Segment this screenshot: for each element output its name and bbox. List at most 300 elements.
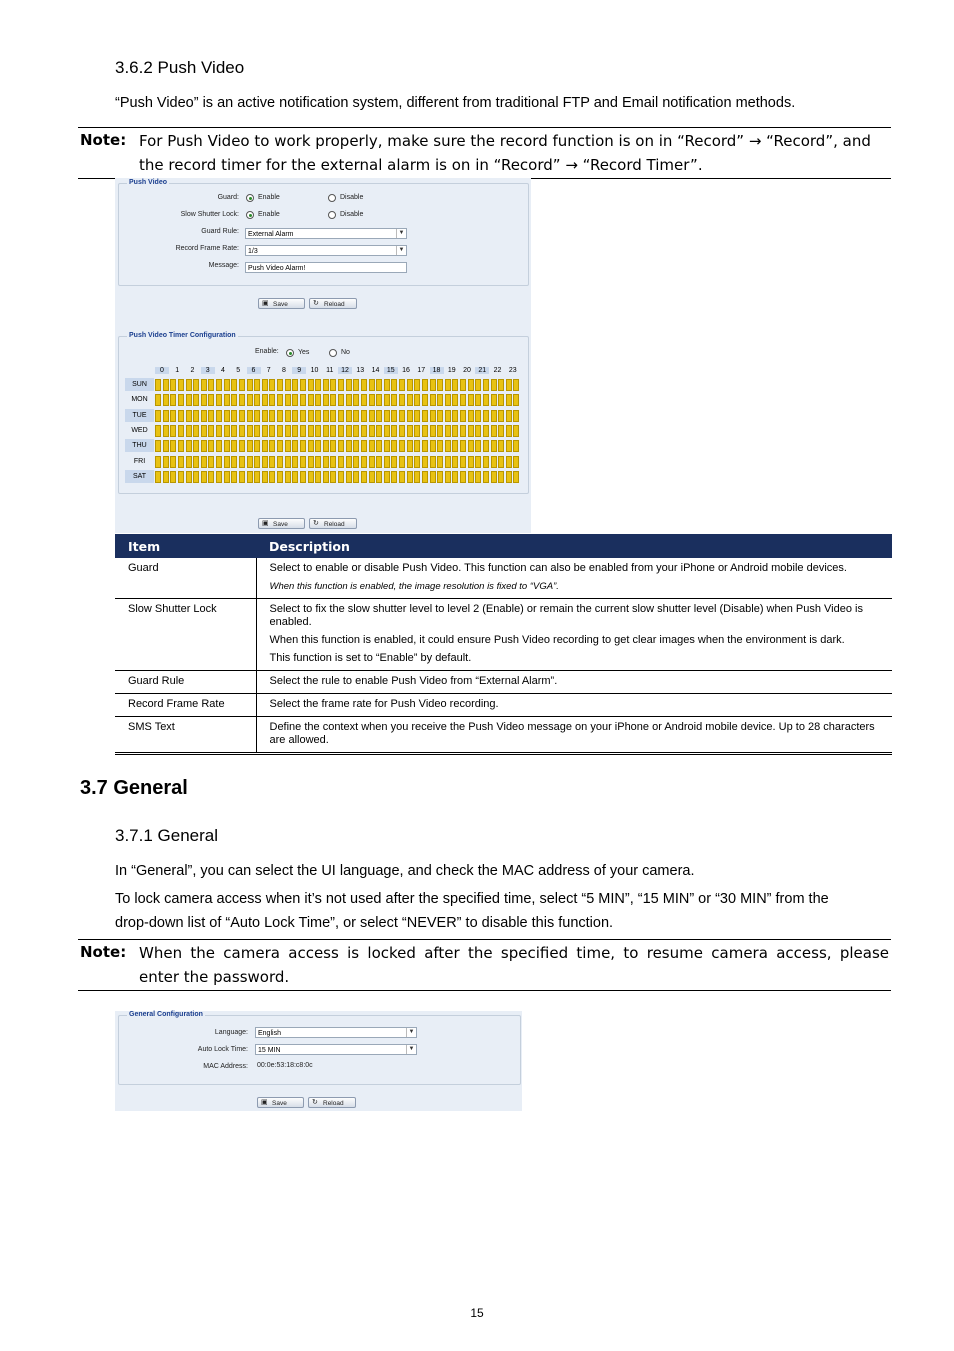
guard-rule-select[interactable]: [245, 228, 407, 239]
timer-slot-cell[interactable]: [231, 410, 237, 422]
timer-slot-cell[interactable]: [391, 440, 397, 452]
timer-slot-cell[interactable]: [323, 394, 329, 406]
timer-slot-cell[interactable]: [155, 379, 161, 391]
timer-slot-cell[interactable]: [338, 394, 344, 406]
timer-slot-cell[interactable]: [369, 471, 375, 483]
timer-slot-cell[interactable]: [178, 440, 184, 452]
timer-slot-cell[interactable]: [445, 425, 451, 437]
timer-slot-cell[interactable]: [262, 440, 268, 452]
timer-slot-cell[interactable]: [323, 379, 329, 391]
timer-slot-cell[interactable]: [498, 440, 504, 452]
timer-slot-cell[interactable]: [170, 410, 176, 422]
timer-slot-cell[interactable]: [430, 379, 436, 391]
timer-slot-cell[interactable]: [155, 471, 161, 483]
timer-slot-cell[interactable]: [460, 471, 466, 483]
timer-slot-cell[interactable]: [460, 425, 466, 437]
timer-slot-cell[interactable]: [369, 456, 375, 468]
timer-slot-cell[interactable]: [437, 394, 443, 406]
timer-slot-cell[interactable]: [224, 440, 230, 452]
timer-slot-cell[interactable]: [163, 394, 169, 406]
timer-slot-cell[interactable]: [193, 471, 199, 483]
timer-slot-cell[interactable]: [369, 410, 375, 422]
timer-slot-cell[interactable]: [216, 410, 222, 422]
timer-slot-cell[interactable]: [208, 379, 214, 391]
timer-slot-cell[interactable]: [330, 394, 336, 406]
timer-slot-cell[interactable]: [346, 394, 352, 406]
timer-slot-cell[interactable]: [300, 394, 306, 406]
timer-slot-cell[interactable]: [468, 440, 474, 452]
timer-slot-cell[interactable]: [285, 471, 291, 483]
guard-enable-radio[interactable]: [246, 194, 254, 202]
timer-slot-cell[interactable]: [437, 440, 443, 452]
timer-slot-cell[interactable]: [437, 410, 443, 422]
timer-slot-cell[interactable]: [338, 456, 344, 468]
timer-enable-no-radio[interactable]: [329, 349, 337, 357]
timer-slot-cell[interactable]: [452, 471, 458, 483]
timer-slot-cell[interactable]: [155, 456, 161, 468]
timer-slot-cell[interactable]: [399, 471, 405, 483]
timer-slot-cell[interactable]: [399, 425, 405, 437]
timer-slot-cell[interactable]: [513, 440, 519, 452]
timer-slot-cell[interactable]: [239, 456, 245, 468]
timer-slot-cell[interactable]: [186, 440, 192, 452]
timer-slot-cell[interactable]: [399, 410, 405, 422]
timer-slot-cell[interactable]: [460, 440, 466, 452]
timer-slot-cell[interactable]: [163, 410, 169, 422]
timer-slot-cell[interactable]: [201, 410, 207, 422]
timer-slot-cell[interactable]: [483, 471, 489, 483]
timer-slot-cell[interactable]: [155, 394, 161, 406]
timer-slot-cell[interactable]: [483, 410, 489, 422]
timer-slot-cell[interactable]: [376, 410, 382, 422]
timer-slot-cell[interactable]: [513, 425, 519, 437]
timer-slot-cell[interactable]: [498, 410, 504, 422]
timer-slot-cell[interactable]: [346, 471, 352, 483]
timer-slot-cell[interactable]: [407, 379, 413, 391]
timer-slot-cell[interactable]: [201, 456, 207, 468]
timer-slot-cell[interactable]: [269, 394, 275, 406]
timer-slot-cell[interactable]: [254, 379, 260, 391]
timer-slot-cell[interactable]: [452, 425, 458, 437]
timer-slot-cell[interactable]: [186, 410, 192, 422]
timer-slot-cell[interactable]: [468, 410, 474, 422]
timer-slot-cell[interactable]: [437, 471, 443, 483]
timer-slot-cell[interactable]: [483, 379, 489, 391]
timer-slot-cell[interactable]: [353, 394, 359, 406]
timer-slot-cell[interactable]: [376, 440, 382, 452]
timer-slot-cell[interactable]: [483, 440, 489, 452]
timer-slot-cell[interactable]: [338, 379, 344, 391]
timer-slot-cell[interactable]: [483, 456, 489, 468]
timer-slot-cell[interactable]: [422, 394, 428, 406]
timer-slot-cell[interactable]: [475, 410, 481, 422]
timer-slot-cell[interactable]: [269, 471, 275, 483]
timer-slot-cell[interactable]: [315, 394, 321, 406]
timer-slot-cell[interactable]: [338, 425, 344, 437]
timer-slot-cell[interactable]: [269, 456, 275, 468]
timer-slot-cell[interactable]: [254, 394, 260, 406]
timer-slot-cell[interactable]: [163, 379, 169, 391]
timer-slot-cell[interactable]: [208, 425, 214, 437]
timer-slot-cell[interactable]: [247, 440, 253, 452]
timer-slot-cell[interactable]: [460, 379, 466, 391]
timer-slot-cell[interactable]: [224, 410, 230, 422]
timer-slot-cell[interactable]: [186, 394, 192, 406]
timer-slot-cell[interactable]: [399, 456, 405, 468]
timer-slot-cell[interactable]: [239, 471, 245, 483]
timer-slot-cell[interactable]: [308, 379, 314, 391]
timer-slot-cell[interactable]: [346, 456, 352, 468]
timer-slot-cell[interactable]: [468, 456, 474, 468]
timer-slot-cell[interactable]: [216, 456, 222, 468]
timer-slot-cell[interactable]: [178, 379, 184, 391]
timer-slot-cell[interactable]: [247, 471, 253, 483]
timer-slot-cell[interactable]: [414, 456, 420, 468]
timer-slot-cell[interactable]: [201, 440, 207, 452]
timer-slot-cell[interactable]: [445, 471, 451, 483]
timer-slot-cell[interactable]: [475, 379, 481, 391]
timer-slot-cell[interactable]: [323, 425, 329, 437]
timer-slot-cell[interactable]: [231, 456, 237, 468]
timer-slot-cell[interactable]: [353, 440, 359, 452]
timer-slot-cell[interactable]: [292, 379, 298, 391]
timer-slot-cell[interactable]: [376, 394, 382, 406]
timer-slot-cell[interactable]: [300, 425, 306, 437]
timer-slot-cell[interactable]: [254, 425, 260, 437]
timer-slot-cell[interactable]: [468, 379, 474, 391]
timer-slot-cell[interactable]: [384, 410, 390, 422]
timer-slot-cell[interactable]: [170, 425, 176, 437]
timer-slot-cell[interactable]: [323, 471, 329, 483]
timer-slot-cell[interactable]: [430, 394, 436, 406]
timer-slot-cell[interactable]: [330, 410, 336, 422]
timer-slot-cell[interactable]: [285, 394, 291, 406]
timer-slot-cell[interactable]: [422, 410, 428, 422]
timer-slot-cell[interactable]: [247, 410, 253, 422]
timer-slot-cell[interactable]: [407, 394, 413, 406]
timer-slot-cell[interactable]: [338, 410, 344, 422]
timer-slot-cell[interactable]: [315, 379, 321, 391]
timer-slot-cell[interactable]: [308, 425, 314, 437]
timer-slot-cell[interactable]: [262, 379, 268, 391]
timer-slot-cell[interactable]: [300, 379, 306, 391]
timer-slot-cell[interactable]: [391, 410, 397, 422]
timer-slot-cell[interactable]: [399, 394, 405, 406]
timer-slot-cell[interactable]: [292, 471, 298, 483]
timer-slot-cell[interactable]: [254, 456, 260, 468]
timer-slot-cell[interactable]: [353, 379, 359, 391]
timer-slot-cell[interactable]: [300, 456, 306, 468]
timer-reload-button[interactable]: [309, 518, 357, 529]
timer-slot-cell[interactable]: [361, 379, 367, 391]
timer-slot-cell[interactable]: [422, 440, 428, 452]
timer-slot-cell[interactable]: [369, 394, 375, 406]
timer-slot-cell[interactable]: [193, 440, 199, 452]
timer-slot-cell[interactable]: [391, 394, 397, 406]
timer-slot-cell[interactable]: [216, 440, 222, 452]
timer-slot-cell[interactable]: [422, 379, 428, 391]
timer-slot-cell[interactable]: [300, 410, 306, 422]
timer-slot-cell[interactable]: [452, 379, 458, 391]
timer-slot-cell[interactable]: [384, 394, 390, 406]
timer-slot-cell[interactable]: [491, 379, 497, 391]
timer-slot-cell[interactable]: [285, 410, 291, 422]
timer-slot-cell[interactable]: [292, 456, 298, 468]
timer-slot-cell[interactable]: [445, 440, 451, 452]
timer-slot-cell[interactable]: [262, 410, 268, 422]
timer-slot-cell[interactable]: [186, 379, 192, 391]
timer-slot-cell[interactable]: [254, 410, 260, 422]
timer-slot-cell[interactable]: [391, 425, 397, 437]
timer-slot-cell[interactable]: [445, 379, 451, 391]
timer-slot-cell[interactable]: [239, 394, 245, 406]
timer-slot-cell[interactable]: [262, 425, 268, 437]
timer-slot-cell[interactable]: [178, 394, 184, 406]
save-button[interactable]: [258, 298, 305, 309]
reload-button[interactable]: [309, 298, 357, 309]
timer-slot-cell[interactable]: [163, 425, 169, 437]
timer-slot-cell[interactable]: [376, 471, 382, 483]
timer-slot-cell[interactable]: [216, 471, 222, 483]
timer-slot-cell[interactable]: [369, 440, 375, 452]
timer-slot-cell[interactable]: [201, 379, 207, 391]
timer-slot-cell[interactable]: [513, 410, 519, 422]
timer-slot-cell[interactable]: [216, 425, 222, 437]
timer-slot-cell[interactable]: [231, 394, 237, 406]
timer-slot-cell[interactable]: [452, 456, 458, 468]
timer-slot-cell[interactable]: [414, 440, 420, 452]
timer-slot-cell[interactable]: [178, 471, 184, 483]
timer-slot-cell[interactable]: [269, 425, 275, 437]
timer-slot-cell[interactable]: [414, 471, 420, 483]
timer-slot-cell[interactable]: [491, 410, 497, 422]
timer-slot-cell[interactable]: [163, 456, 169, 468]
timer-slot-cell[interactable]: [361, 456, 367, 468]
timer-slot-cell[interactable]: [437, 456, 443, 468]
timer-slot-cell[interactable]: [277, 425, 283, 437]
language-select[interactable]: [255, 1027, 417, 1038]
timer-slot-cell[interactable]: [452, 440, 458, 452]
timer-slot-cell[interactable]: [308, 394, 314, 406]
timer-slot-cell[interactable]: [308, 471, 314, 483]
timer-slot-cell[interactable]: [430, 440, 436, 452]
timer-slot-cell[interactable]: [445, 410, 451, 422]
timer-slot-cell[interactable]: [376, 379, 382, 391]
timer-slot-cell[interactable]: [231, 379, 237, 391]
timer-slot-cell[interactable]: [460, 394, 466, 406]
timer-slot-cell[interactable]: [163, 440, 169, 452]
timer-slot-cell[interactable]: [208, 456, 214, 468]
timer-slot-cell[interactable]: [483, 425, 489, 437]
timer-slot-cell[interactable]: [178, 456, 184, 468]
timer-slot-cell[interactable]: [216, 394, 222, 406]
timer-slot-cell[interactable]: [346, 440, 352, 452]
timer-slot-cell[interactable]: [498, 394, 504, 406]
timer-slot-cell[interactable]: [224, 471, 230, 483]
timer-slot-cell[interactable]: [353, 471, 359, 483]
timer-slot-cell[interactable]: [208, 394, 214, 406]
timer-slot-cell[interactable]: [247, 425, 253, 437]
timer-slot-cell[interactable]: [170, 456, 176, 468]
timer-slot-cell[interactable]: [498, 471, 504, 483]
timer-slot-cell[interactable]: [414, 410, 420, 422]
timer-slot-cell[interactable]: [475, 471, 481, 483]
timer-slot-cell[interactable]: [445, 456, 451, 468]
timer-slot-cell[interactable]: [277, 456, 283, 468]
timer-slot-cell[interactable]: [155, 425, 161, 437]
timer-slot-cell[interactable]: [292, 394, 298, 406]
timer-slot-cell[interactable]: [285, 456, 291, 468]
timer-slot-cell[interactable]: [193, 394, 199, 406]
timer-slot-cell[interactable]: [292, 410, 298, 422]
timer-slot-cell[interactable]: [262, 394, 268, 406]
timer-slot-cell[interactable]: [330, 440, 336, 452]
timer-slot-cell[interactable]: [513, 394, 519, 406]
timer-slot-cell[interactable]: [506, 440, 512, 452]
timer-slot-cell[interactable]: [170, 440, 176, 452]
timer-slot-cell[interactable]: [361, 471, 367, 483]
timer-slot-cell[interactable]: [407, 425, 413, 437]
timer-slot-cell[interactable]: [186, 456, 192, 468]
timer-slot-cell[interactable]: [445, 394, 451, 406]
timer-slot-cell[interactable]: [361, 410, 367, 422]
timer-slot-cell[interactable]: [308, 410, 314, 422]
timer-slot-cell[interactable]: [323, 440, 329, 452]
timer-slot-cell[interactable]: [361, 425, 367, 437]
timer-slot-cell[interactable]: [498, 379, 504, 391]
timer-slot-cell[interactable]: [315, 471, 321, 483]
timer-slot-cell[interactable]: [292, 440, 298, 452]
timer-slot-cell[interactable]: [254, 471, 260, 483]
timer-slot-cell[interactable]: [338, 440, 344, 452]
timer-slot-cell[interactable]: [239, 440, 245, 452]
timer-slot-cell[interactable]: [384, 456, 390, 468]
timer-slot-cell[interactable]: [323, 456, 329, 468]
timer-slot-cell[interactable]: [315, 410, 321, 422]
timer-slot-cell[interactable]: [323, 410, 329, 422]
timer-slot-cell[interactable]: [506, 471, 512, 483]
timer-slot-cell[interactable]: [475, 425, 481, 437]
timer-slot-cell[interactable]: [513, 471, 519, 483]
timer-slot-cell[interactable]: [330, 425, 336, 437]
timer-slot-cell[interactable]: [376, 425, 382, 437]
timer-slot-cell[interactable]: [452, 410, 458, 422]
timer-slot-cell[interactable]: [231, 440, 237, 452]
timer-slot-cell[interactable]: [414, 425, 420, 437]
timer-slot-cell[interactable]: [285, 425, 291, 437]
timer-slot-cell[interactable]: [269, 379, 275, 391]
timer-slot-cell[interactable]: [407, 456, 413, 468]
timer-slot-cell[interactable]: [338, 471, 344, 483]
timer-slot-cell[interactable]: [391, 456, 397, 468]
timer-slot-cell[interactable]: [208, 410, 214, 422]
slow-shutter-enable-radio[interactable]: [246, 211, 254, 219]
timer-slot-cell[interactable]: [346, 379, 352, 391]
timer-slot-cell[interactable]: [308, 440, 314, 452]
timer-slot-cell[interactable]: [193, 410, 199, 422]
timer-slot-cell[interactable]: [277, 379, 283, 391]
message-input[interactable]: Push Video Alarm!: [245, 262, 407, 273]
timer-slot-cell[interactable]: [376, 456, 382, 468]
timer-slot-cell[interactable]: [285, 440, 291, 452]
timer-slot-cell[interactable]: [224, 456, 230, 468]
timer-slot-cell[interactable]: [247, 456, 253, 468]
timer-slot-cell[interactable]: [491, 456, 497, 468]
timer-slot-cell[interactable]: [506, 394, 512, 406]
timer-slot-cell[interactable]: [491, 394, 497, 406]
timer-slot-cell[interactable]: [231, 471, 237, 483]
timer-slot-cell[interactable]: [216, 379, 222, 391]
timer-slot-cell[interactable]: [475, 456, 481, 468]
timer-slot-cell[interactable]: [330, 456, 336, 468]
slow-shutter-disable-radio[interactable]: [328, 211, 336, 219]
timer-slot-cell[interactable]: [452, 394, 458, 406]
timer-slot-cell[interactable]: [361, 394, 367, 406]
timer-slot-cell[interactable]: [170, 471, 176, 483]
timer-slot-cell[interactable]: [437, 425, 443, 437]
timer-slot-cell[interactable]: [430, 425, 436, 437]
timer-slot-cell[interactable]: [361, 440, 367, 452]
timer-slot-cell[interactable]: [277, 394, 283, 406]
timer-slot-cell[interactable]: [506, 425, 512, 437]
timer-slot-cell[interactable]: [407, 440, 413, 452]
timer-slot-cell[interactable]: [468, 425, 474, 437]
timer-slot-cell[interactable]: [483, 394, 489, 406]
timer-slot-cell[interactable]: [224, 379, 230, 391]
timer-slot-cell[interactable]: [391, 379, 397, 391]
timer-slot-cell[interactable]: [208, 471, 214, 483]
timer-slot-cell[interactable]: [201, 471, 207, 483]
timer-slot-cell[interactable]: [399, 440, 405, 452]
timer-slot-cell[interactable]: [201, 394, 207, 406]
timer-slot-cell[interactable]: [369, 379, 375, 391]
timer-slot-cell[interactable]: [178, 410, 184, 422]
timer-slot-cell[interactable]: [513, 379, 519, 391]
timer-slot-cell[interactable]: [422, 456, 428, 468]
timer-slot-cell[interactable]: [239, 379, 245, 391]
timer-schedule-grid[interactable]: [125, 367, 525, 485]
general-save-button[interactable]: [257, 1097, 304, 1108]
timer-slot-cell[interactable]: [346, 425, 352, 437]
timer-slot-cell[interactable]: [292, 425, 298, 437]
timer-slot-cell[interactable]: [460, 410, 466, 422]
timer-slot-cell[interactable]: [170, 394, 176, 406]
frame-rate-select[interactable]: [245, 245, 407, 256]
timer-slot-cell[interactable]: [239, 425, 245, 437]
timer-slot-cell[interactable]: [399, 379, 405, 391]
timer-slot-cell[interactable]: [247, 379, 253, 391]
timer-slot-cell[interactable]: [498, 425, 504, 437]
general-reload-button[interactable]: [308, 1097, 356, 1108]
timer-slot-cell[interactable]: [407, 471, 413, 483]
guard-disable-radio[interactable]: [328, 194, 336, 202]
timer-slot-cell[interactable]: [262, 456, 268, 468]
timer-save-button[interactable]: [258, 518, 305, 529]
timer-slot-cell[interactable]: [353, 456, 359, 468]
timer-slot-cell[interactable]: [247, 394, 253, 406]
timer-slot-cell[interactable]: [330, 471, 336, 483]
timer-slot-cell[interactable]: [315, 456, 321, 468]
timer-slot-cell[interactable]: [506, 379, 512, 391]
auto-lock-select[interactable]: [255, 1044, 417, 1055]
timer-slot-cell[interactable]: [201, 425, 207, 437]
timer-slot-cell[interactable]: [269, 440, 275, 452]
timer-slot-cell[interactable]: [193, 379, 199, 391]
timer-slot-cell[interactable]: [239, 410, 245, 422]
timer-slot-cell[interactable]: [186, 425, 192, 437]
timer-slot-cell[interactable]: [277, 410, 283, 422]
timer-slot-cell[interactable]: [330, 379, 336, 391]
